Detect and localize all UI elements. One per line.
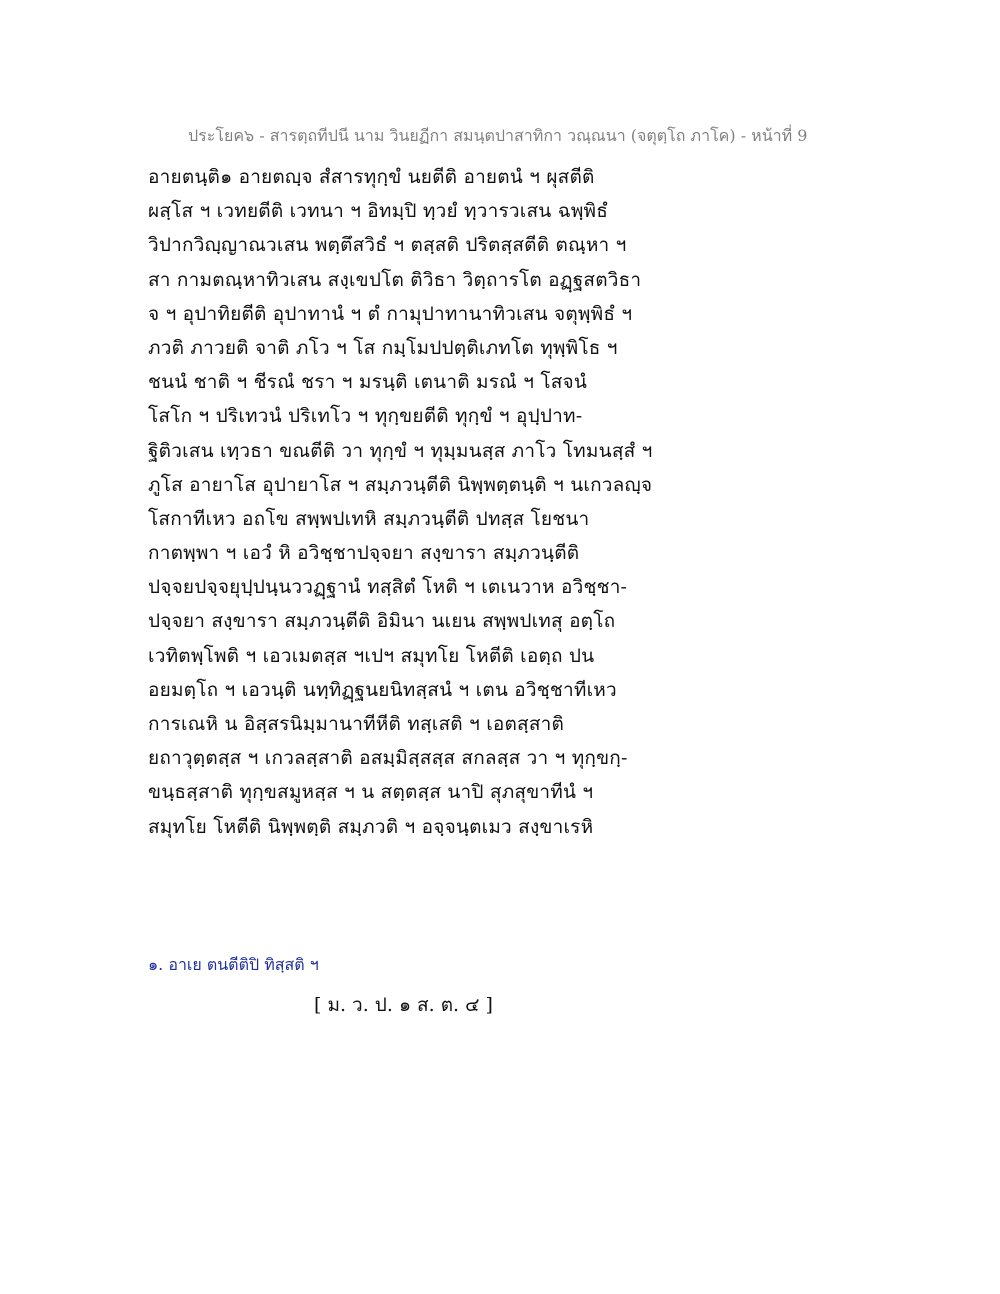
footnote: ๑. อาเย ตนตีติปิ ทิสฺสติ ฯ — [148, 955, 319, 974]
text-line: ยถาวุตฺตสฺส ฯ เกวลสฺสาติ อสมฺมิสฺสสฺส สกลสฺส วา ฯ ทุกฺขกฺ- — [148, 747, 628, 770]
text-line: ขนฺธสฺสาติ ทุกฺขสมูหสฺส ฯ น สตฺตสฺส นาปิ สุภสุขาทีนํ ฯ — [148, 781, 594, 804]
source-reference: [ ม. ว. ป. ๑ ส. ต. ๔ ] — [314, 994, 493, 1016]
text-line: จ ฯ อุปาทิยตีติ อุปาทานํ ฯ ตํ กามุปาทานาทิวเสน จตุพฺพิธํ ฯ — [148, 302, 633, 325]
text-line: การเณหิ น อิสฺสรนิมฺมานาทีหีติ ทสฺเสติ ฯ เอตสฺสาติ — [148, 713, 565, 735]
text-line: สมุทโย โหตีติ นิพฺพตฺติ สมฺภวติ ฯ อจฺจนฺตเมว สงฺขาเรหิ — [148, 815, 594, 838]
text-line: ภวติ ภาวยติ จาติ ภโว ฯ โส กมฺโมปปตฺติเภทโต ทุพฺพิโธ ฯ — [148, 336, 618, 359]
body-text — [148, 160, 708, 844]
text-line: ชนนํ ชาติ ฯ ชีรณํ ชรา ฯ มรนฺติ เตนาติ มรณํ ฯ โสจนํ — [148, 371, 588, 394]
text-line: โสกาทีเหว อถโข สพฺพปเทหิ สมฺภวนฺตีติ ปทสฺส โยชนา — [148, 507, 590, 530]
text-line: อายตนฺติ๑ อายตญฺจ สํสารทุกฺขํ นยตีติ อายตนํ ฯ ผุสตีติ — [148, 166, 595, 188]
text-line: ปจฺจยา สงฺขารา สมฺภวนฺตีติ อิมินา นเยน สพฺพปเทสุ อตฺโถ — [148, 610, 616, 633]
text-line: อยมตฺโถ ฯ เอวนฺติ นทฺทิฏฺฐนยนิทสฺสนํ ฯ เตน อวิชฺชาทีเหว — [148, 678, 617, 701]
text-line: ปจฺจยปจฺจยุปฺปนฺนววฏฺฐานํ ทสฺสิตํ โหติ ฯ เตเนวาห อวิชฺชา- — [148, 576, 628, 599]
text-line: สา กามตณฺหาทิวเสน สงฺเขปโต ติวิธา วิตฺถารโต อฏฺฐสตวิธา — [148, 268, 642, 291]
text-line: วิปากวิญฺญาณวเสน พตฺตึสวิธํ ฯ ตสฺสติ ปริตสฺสตีติ ตณฺหา ฯ — [148, 234, 627, 257]
text-line: ผสฺโส ฯ เวทยตีติ เวทนา ฯ อิทมฺปิ ทฺวยํ ทฺวารวเสน ฉพฺพิธํ — [148, 200, 609, 223]
text-line: ภูโส อายาโส อุปายาโส ฯ สมฺภวนฺตีติ นิพฺพตฺตนฺติ ฯ นเกวลญฺจ — [148, 473, 653, 496]
text-line: เวทิตพฺโพติ ฯ เอวเมตสฺส ฯเปฯ สมุทโย โหตีติ เอตฺถ ปน — [148, 644, 595, 667]
text-line: ฐิติวเสน เทฺวธา ขณตีติ วา ทุกฺขํ ฯ ทุมฺมนสฺส ภาโว โทมนสฺสํ ฯ — [148, 439, 653, 462]
text-line: โสโก ฯ ปริเทวนํ ปริเทโว ฯ ทุกฺขยตีติ ทุกฺขํ ฯ อุปฺปาท- — [148, 405, 583, 428]
text-line: กาตพฺพา ฯ เอวํ หิ อวิชฺชาปจฺจยา สงฺขารา สมฺภวนฺตีติ — [148, 542, 580, 565]
page-header: ประโยค๖ - สารตฺถทีปนี นาม วินยฏีกา สมนฺตปาสาทิกา วณฺณนา (จตุตฺโถ ภาโค) - หน้าที่ 9 — [188, 126, 808, 145]
